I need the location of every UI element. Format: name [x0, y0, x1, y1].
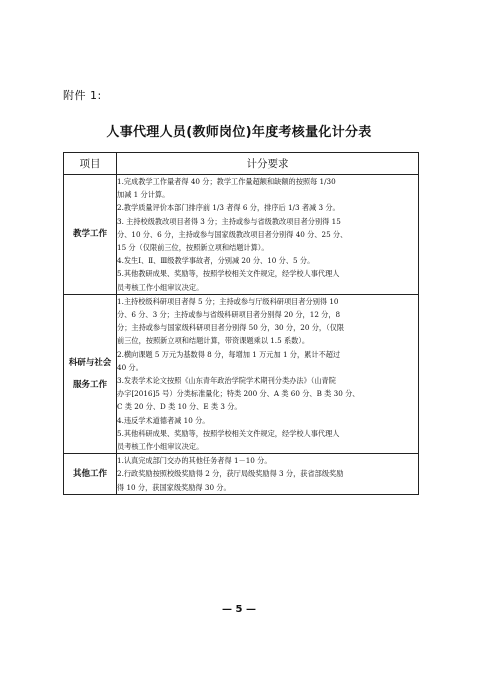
table-row-teaching	[64, 175, 419, 295]
requirement-line: 办字[2016]5 号）分类标准量化；特类 200 分、A 类 60 分、B 类 30 分、	[117, 389, 360, 399]
requirement-line: 加减 1 分计算。	[117, 190, 170, 200]
category-line: 教学工作	[72, 229, 107, 240]
header-requirements: 计分要求	[117, 153, 419, 175]
category-line: 服务工作	[72, 380, 107, 391]
requirement-line: 1.主持校级科研项目者得 5 分；主持或参与厅级科研项目者分别得 10	[117, 296, 339, 306]
requirement-line: 5.其他科研成果、奖励等，按照学校相关文件规定，经学校人事代理人	[117, 428, 340, 438]
requirement-line: 5.其他教研成果、奖励等，按照学校相关文件规定，经学校人事代理人	[117, 269, 340, 279]
requirement-line: 3. 主持校级教改项目者得 3 分；主持或参与省级教改项目者分别得 15	[117, 216, 341, 226]
requirement-line: 得 10 分，获国家级奖励得 30 分。	[117, 482, 231, 492]
row-requirements	[117, 294, 419, 453]
requirement-line: 15 分（仅限前三位，按照新立项和结题计算）。	[117, 243, 269, 253]
row-category	[64, 454, 117, 495]
requirement-line: 前三位，按照新立项和结题计算，带资课题乘以 1.5 系数）。	[117, 336, 310, 346]
requirement-line: 4.发生Ⅰ、Ⅱ、Ⅲ级教学事故者，分别减 20 分、10 分、5 分。	[117, 256, 315, 266]
row-requirements	[117, 175, 419, 295]
table-header-row	[64, 153, 419, 175]
requirement-line: 分、6 分、3 分；主持或参与省级科研项目者分别得 20 分，12 分，8	[117, 310, 341, 320]
requirement-line: 员考核工作小组审议决定。	[117, 282, 204, 292]
requirement-line: 1.认真完成部门交办的其他任务者得 1－10 分。	[117, 456, 272, 466]
requirement-line: 1.完成教学工作量者得 40 分；教学工作量超额和缺额的按照每 1/30	[117, 177, 336, 186]
category-line: 科研与社会	[68, 358, 112, 369]
requirement-line: 40 分。	[117, 362, 143, 372]
requirement-line: 4.违反学术道德者减 10 分。	[117, 415, 210, 425]
row-requirements	[117, 454, 419, 495]
attachment-label: 附件 1:	[63, 89, 102, 102]
requirement-line: 分；主持或参与国家级科研项目者分别得 50 分，30 分，20 分，（仅限	[117, 323, 345, 333]
requirement-line: 2.教学质量评价本部门排序前 1/3 者得 6 分，排序后 1/3 者减 3 分。	[117, 203, 340, 213]
header-category: 项目	[64, 153, 117, 175]
requirement-line: 分、10 分、6 分，主持或参与国家级教改项目者分别得 40 分、25 分、	[117, 229, 348, 239]
row-category	[64, 175, 117, 295]
document-title: 人事代理人员(教师岗位)年度考核量化计分表	[106, 125, 372, 140]
requirement-line: C 类 20 分、D 类 10 分、E 类 3 分。	[117, 402, 242, 412]
table-row-other	[64, 454, 419, 495]
category-line: 其他工作	[72, 469, 107, 480]
requirement-line: 员考核工作小组审议决定。	[117, 442, 204, 452]
requirement-line: 2.行政奖励按照校级奖励得 2 分，获厅局级奖励得 3 分，获省部级奖励	[117, 469, 344, 479]
table-row-research-service	[64, 294, 419, 453]
row-category	[64, 294, 117, 453]
requirement-line: 2.横向课题 5 万元为基数得 8 分，每增加 1 万元加 1 分，累计不超过	[117, 349, 341, 359]
scoring-table	[63, 152, 419, 495]
requirement-line: 3.发表学术论文按照《山东青年政治学院学术期刊分类办法》（山青院	[117, 376, 336, 386]
page-number: — 5 —	[222, 604, 256, 615]
